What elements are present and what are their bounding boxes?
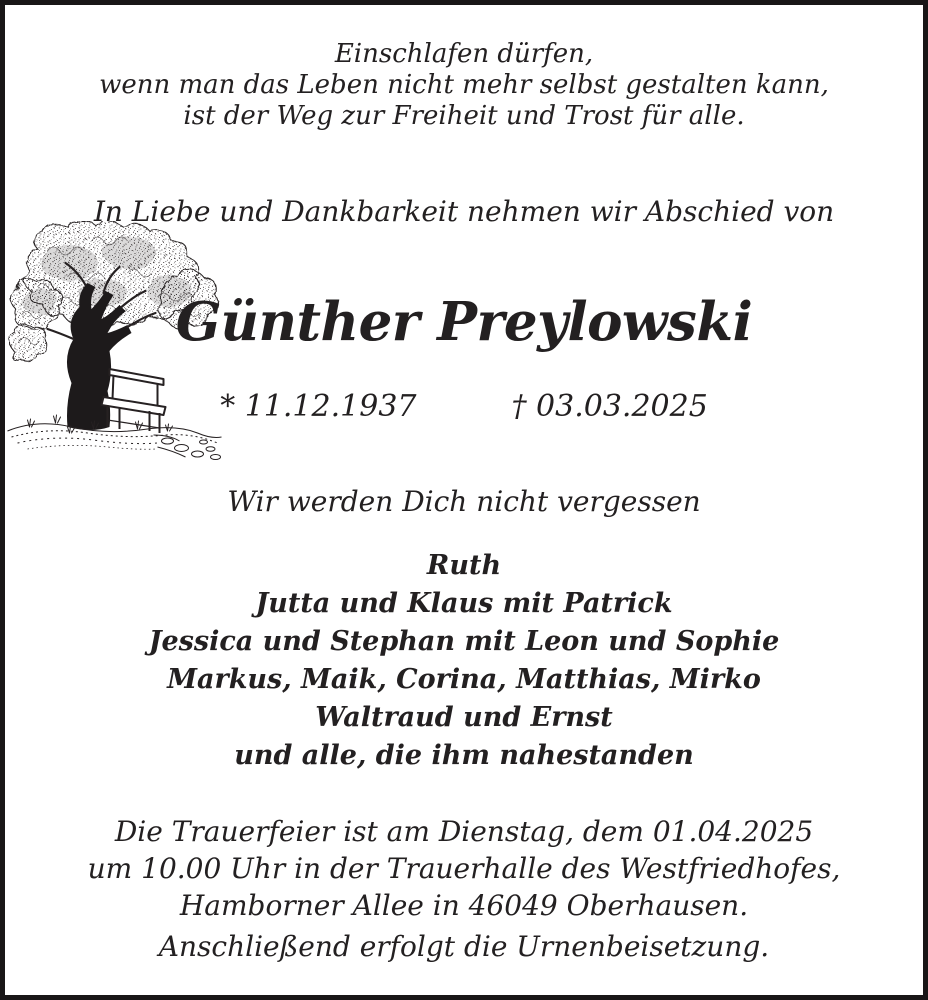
mourners-list (5, 547, 923, 775)
quote-line: Einschlafen dürfen, (334, 39, 594, 69)
service-details (5, 813, 923, 924)
service-line: Hamborner Allee in 46049 Oberhausen. (179, 889, 749, 922)
intro-line: In Liebe und Dankbarkeit nehmen wir Abschied von (93, 195, 835, 228)
service-line: Die Trauerfeier ist am Dienstag, dem 01.04.2025 (114, 815, 814, 848)
service-line: um 10.00 Uhr in der Trauerhalle des Westfriedhofes, (87, 852, 841, 885)
farewell-line: Wir werden Dich nicht vergessen (227, 485, 701, 518)
mourner-line: Markus, Maik, Corina, Matthias, Mirko (167, 664, 761, 695)
deceased-name: Günther Preylowski (175, 291, 753, 353)
closing-line: Anschließend erfolgt die Urnenbeisetzung. (158, 930, 770, 963)
life-dates (5, 389, 923, 424)
mourner-line: Jutta und Klaus mit Patrick (255, 588, 673, 619)
mourner-line: Jessica und Stephan mit Leon und Sophie (148, 626, 780, 657)
death-date: † 03.03.2025 (511, 389, 708, 424)
quote-line: ist der Weg zur Freiheit und Trost für alle. (183, 101, 745, 131)
mourner-line: Ruth (426, 550, 502, 581)
mourner-line: und alle, die ihm nahestanden (234, 740, 694, 771)
opening-quote (5, 39, 923, 132)
birth-date: * 11.12.1937 (220, 389, 417, 424)
mourner-line: Waltraud und Ernst (315, 702, 613, 733)
quote-line: wenn man das Leben nicht mehr selbst gestalten kann, (99, 70, 829, 100)
